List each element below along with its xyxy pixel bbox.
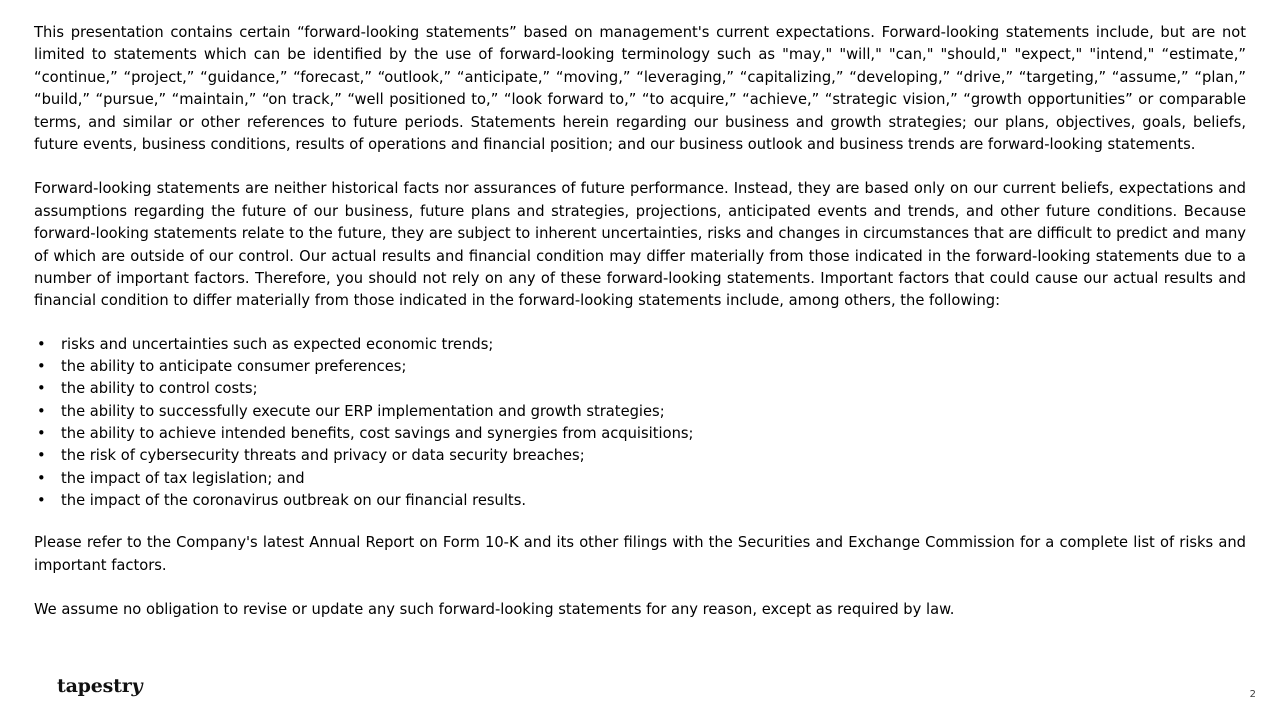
slide-body-content <box>34 22 1246 621</box>
page-number: 2 <box>1249 689 1256 700</box>
forward-looking-risk-paragraph: Forward-looking statements are neither historical facts nor assurances of future performance. Instead, they are based only on our current beliefs, expectations and assumptions regarding the future of our business, future plans and strategies, projections, anticipated events and trends, and other future conditions. Because forward-looking statements relate to the future, they are subject to inherent uncertainties, risks and changes in circumstances that are difficult to predict and many of which are outside of our control. Our actual results and financial condition may differ materially from those indicated in the forward-looking statements due to a number of important factors. Therefore, you should not rely on any of these forward-looking statements. Important factors that could cause our actual results and financial condition to differ materially from those indicated in the forward-looking statements include, among others, the following: <box>34 180 1246 310</box>
list-item <box>34 468 1246 490</box>
bullet-icon: • <box>37 335 46 353</box>
bullet-icon: • <box>37 380 46 398</box>
list-item-label: the impact of the coronavirus outbreak on our financial results. <box>61 491 527 509</box>
no-obligation-paragraph: We assume no obligation to revise or update any such forward-looking statements for any reason, except as required by law. <box>34 601 955 619</box>
list-item-label: the ability to successfully execute our ERP implementation and growth strategies; <box>61 402 665 420</box>
list-item-label: the ability to achieve intended benefits, cost savings and synergies from acquisitions; <box>61 425 694 443</box>
list-item-label: risks and uncertainties such as expected economic trends; <box>61 335 494 353</box>
list-item <box>34 401 1246 423</box>
list-item <box>34 334 1246 356</box>
bullet-icon: • <box>37 358 46 376</box>
risk-factors-list <box>34 334 1246 512</box>
tapestry-logo-swash-y: y <box>131 675 143 697</box>
bullet-icon: • <box>37 425 46 443</box>
bullet-icon: • <box>37 469 46 487</box>
list-item <box>34 356 1246 378</box>
list-item <box>34 490 1246 512</box>
list-item-label: the ability to anticipate consumer preferences; <box>61 358 407 376</box>
list-item-label: the risk of cybersecurity threats and privacy or data security breaches; <box>61 447 585 465</box>
tapestry-logo <box>57 677 142 696</box>
list-item <box>34 445 1246 467</box>
bullet-icon: • <box>37 491 46 509</box>
list-item <box>34 378 1246 400</box>
bullet-icon: • <box>37 402 46 420</box>
list-item <box>34 423 1246 445</box>
forward-looking-definition-paragraph: This presentation contains certain “forward-looking statements” based on management's current expectations. Forward-looking statements include, but are not limited to statements which can be identified by the use of forward-looking terminology such as "may," "will," "can," "should," "expect," "intend," “estimate,” “continue,” “project,” “guidance,” “forecast,” “outlook,” “anticipate,” “moving,” “leveraging,” “capitalizing,” “developing,” “drive,” “targeting,” “assume,” “plan,” “build,” “pursue,” “maintain,” “on track,” “well positioned to,” “look forward to,” “to acquire,” “achieve,” “strategic vision,” “growth opportunities” or comparable terms, and similar or other references to future periods. Statements herein regarding our business and growth strategies; our plans, objectives, goals, beliefs, future events, business conditions, results of operations and financial position; and our business outlook and business trends are forward-looking statements. <box>34 24 1246 154</box>
tapestry-logo-text: tapestr <box>57 675 132 697</box>
bullet-icon: • <box>37 447 46 465</box>
annual-report-reference-paragraph: Please refer to the Company's latest Annual Report on Form 10-K and its other filings with the Securities and Exchange Commission for a complete list of risks and important factors. <box>34 534 1246 574</box>
list-item-label: the ability to control costs; <box>61 380 258 398</box>
list-item-label: the impact of tax legislation; and <box>61 469 305 487</box>
